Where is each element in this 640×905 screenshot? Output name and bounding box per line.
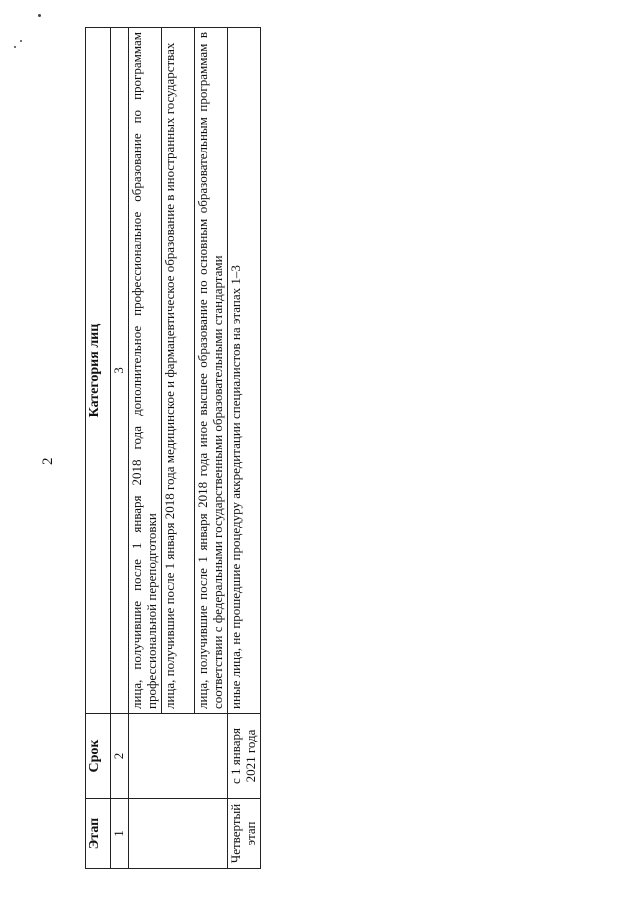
table-row	[227, 28, 260, 869]
header-category: Категория лиц	[86, 28, 111, 714]
category-cell: лица, получившие после 1 января 2018 года дополнительное профессиональное образование по программам профессиональной переподготовки	[128, 28, 161, 714]
stage-cell	[128, 799, 227, 869]
category-cell: лица, получившие после 1 января 2018 года медицинское и фармацевтическое образование в иностранных государствах	[161, 28, 194, 714]
category-cell: иные лица, не прошедшие процедуру аккредитации специалистов на этапах 1–3	[227, 28, 260, 714]
column-number: 2	[111, 714, 129, 799]
category-cell: лица, получившие после 1 января 2018 года иное высшее образование по основным образовательным программам в соответствии с федеральными государственными образовательными стандартами	[194, 28, 227, 714]
header-stage: Этап	[86, 799, 111, 869]
term-cell	[128, 714, 227, 799]
term-cell: с 1 января 2021 года	[227, 714, 260, 799]
page-number: 2	[40, 457, 56, 465]
column-number: 3	[111, 28, 129, 714]
table-row	[128, 28, 161, 869]
header-term: Срок	[86, 714, 111, 799]
column-number-row	[111, 28, 129, 869]
table-header-row	[86, 28, 111, 869]
stage-cell: Четвертый этап	[227, 799, 260, 869]
stages-table	[85, 27, 261, 869]
column-number: 1	[111, 799, 129, 869]
